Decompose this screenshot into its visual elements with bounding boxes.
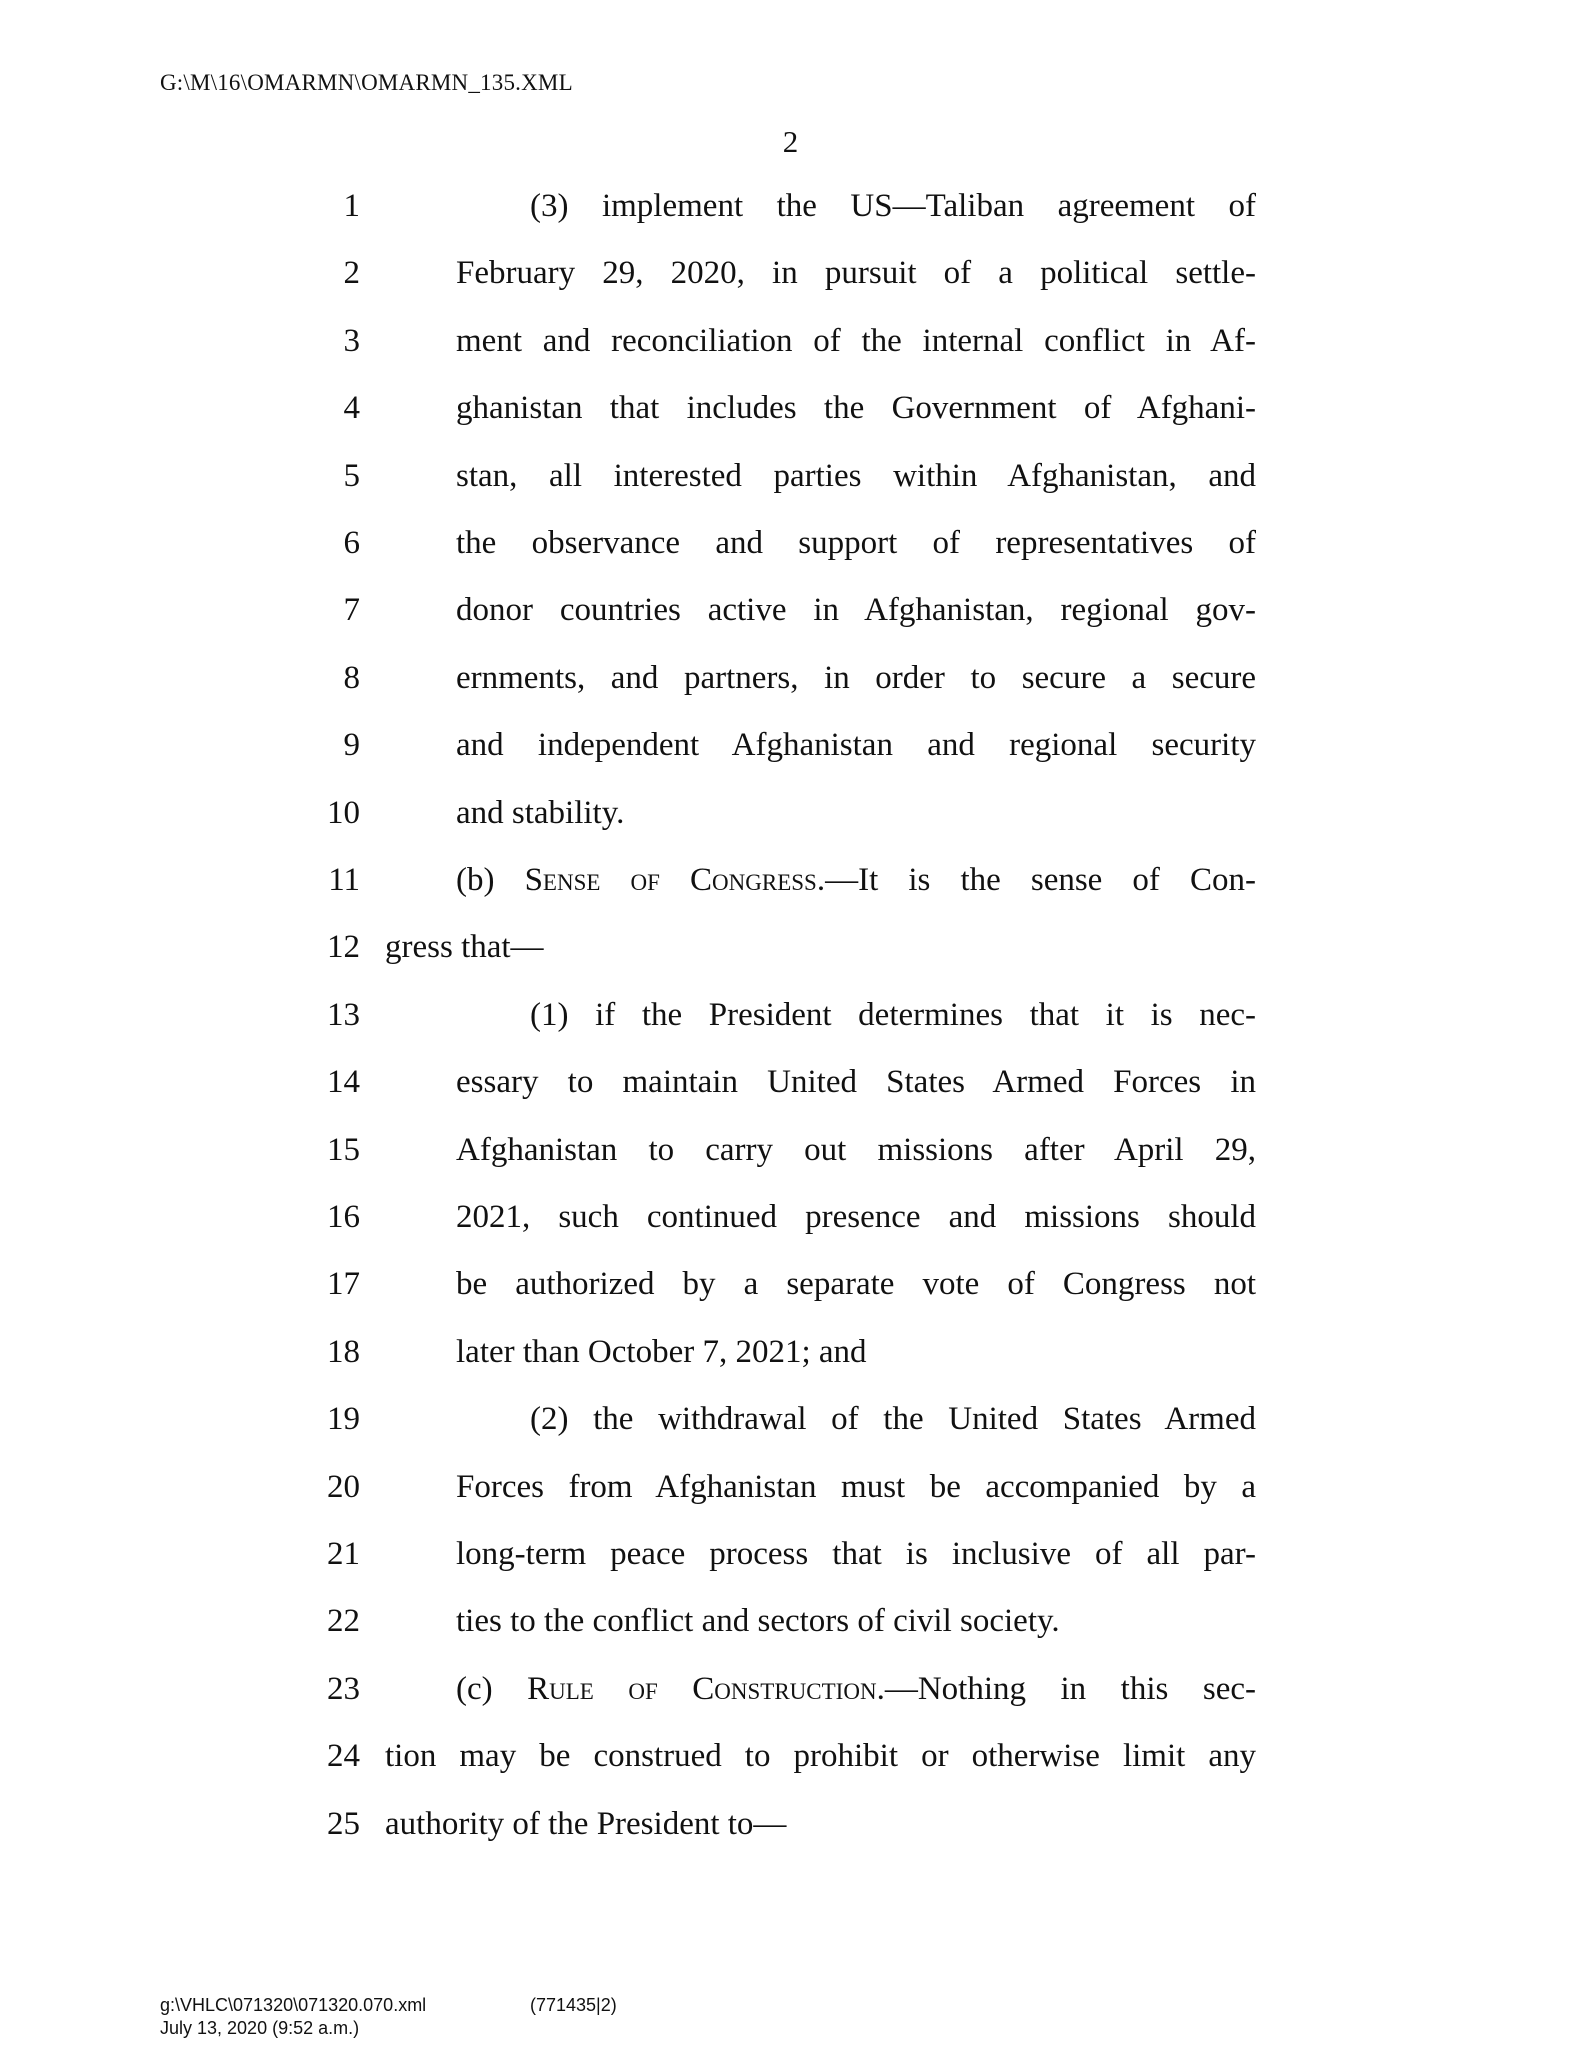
line-text: tion may be construed to prohibit or otherwise limit any [385,1738,1256,1774]
line-number: 24 [327,1738,360,1774]
document-line [0,1318,1581,1386]
document-line [0,1250,1581,1318]
line-number: 15 [327,1132,360,1168]
line-text: 2021, such continued presence and missions should [456,1199,1256,1235]
document-line [0,1790,1581,1858]
subsection-text: —It is the sense of Con- [825,862,1256,898]
line-number: 25 [327,1806,360,1842]
file-path-header: G:\M\16\OMARMN\OMARMN_135.XML [160,70,573,95]
line-number: 11 [328,862,360,898]
document-line [0,1385,1581,1453]
document-line [0,239,1581,307]
line-number: 7 [343,592,360,628]
line-text: be authorized by a separate vote of Congress not [456,1266,1256,1302]
line-text [456,1655,1256,1723]
subsection-heading: Sense of Congress. [524,862,826,898]
line-number: 13 [327,997,360,1033]
document-line [0,442,1581,510]
line-number: 19 [327,1401,360,1437]
line-number: 6 [343,525,360,561]
line-text: long-term peace process that is inclusive of all par- [456,1536,1256,1572]
page-number: 2 [782,124,799,159]
line-text: and independent Afghanistan and regional security [456,727,1256,763]
line-number: 12 [327,929,360,965]
subsection-text: —Nothing in this sec- [884,1671,1256,1707]
footer-code: (771435|2) [530,1995,617,2015]
document-line [0,913,1581,981]
subsection-heading: Rule of Construction. [527,1671,885,1707]
document-line [0,1453,1581,1521]
line-number: 2 [343,255,360,291]
line-number: 3 [343,323,360,359]
line-text: donor countries active in Afghanistan, regional gov- [456,592,1256,628]
line-text: gress that— [385,929,544,965]
document-line [0,576,1581,644]
line-text: ghanistan that includes the Government of Afghani- [456,390,1256,426]
document-line [0,1520,1581,1588]
footer-timestamp: July 13, 2020 (9:52 a.m.) [160,2018,360,2038]
line-number: 20 [327,1469,360,1505]
line-number: 5 [343,458,360,494]
line-number: 16 [327,1199,360,1235]
document-line [0,846,1581,914]
document-line [0,509,1581,577]
document-line [0,1183,1581,1251]
line-text: (3) implement the US—Taliban agreement of [530,188,1256,224]
line-text: ment and reconciliation of the internal conflict in Af- [456,323,1256,359]
footer-xml-path: g:\VHLC\071320\071320.070.xml [160,1995,427,2015]
line-number: 21 [327,1536,360,1572]
line-text: essary to maintain United States Armed Forces in [456,1064,1256,1100]
line-text: ernments, and partners, in order to secure a secure [456,660,1256,696]
line-text: February 29, 2020, in pursuit of a political settle- [456,255,1256,291]
line-number: 14 [327,1064,360,1100]
document-line [0,1655,1581,1723]
document-line [0,374,1581,442]
line-text: Afghanistan to carry out missions after April 29, [456,1132,1256,1168]
footer-file-line [160,1995,617,2016]
line-number: 10 [327,795,360,831]
document-line [0,1722,1581,1790]
line-text: authority of the President to— [385,1806,787,1842]
line-number: 4 [343,390,360,426]
line-text: stan, all interested parties within Afghanistan, and [456,458,1256,494]
line-number: 9 [343,727,360,763]
subsection-label: (c) [456,1671,528,1707]
line-number: 1 [343,188,360,224]
line-text: and stability. [456,795,625,831]
line-number: 22 [327,1603,360,1639]
line-text: later than October 7, 2021; and [456,1334,867,1370]
subsection-label: (b) [456,862,525,898]
line-text: (1) if the President determines that it is nec- [530,997,1256,1033]
document-line [0,779,1581,847]
document-line [0,1048,1581,1116]
document-line [0,711,1581,779]
document-line [0,981,1581,1049]
document-line [0,307,1581,375]
line-number: 17 [327,1266,360,1302]
line-number: 23 [327,1671,360,1707]
document-line [0,644,1581,712]
line-text: ties to the conflict and sectors of civil society. [456,1603,1060,1639]
line-number: 18 [327,1334,360,1370]
line-text: the observance and support of representatives of [456,525,1256,561]
document-line [0,172,1581,240]
line-text: (2) the withdrawal of the United States Armed [530,1401,1256,1437]
document-line [0,1587,1581,1655]
line-number: 8 [343,660,360,696]
line-text [456,846,1256,914]
line-text: Forces from Afghanistan must be accompanied by a [456,1469,1256,1505]
document-line [0,1116,1581,1184]
